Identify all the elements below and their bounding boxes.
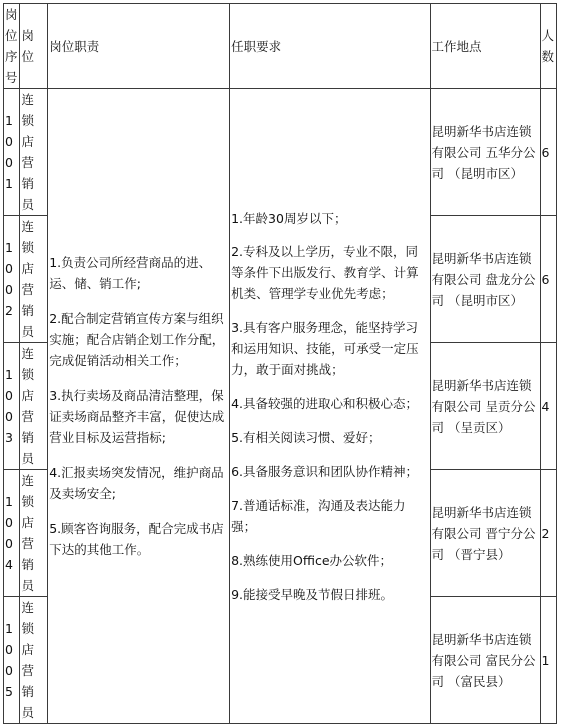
requirement-item: 9.能接受早晚及节假日排班。 (231, 586, 394, 602)
cell-post: 连锁店营销员 (20, 597, 48, 724)
cell-location: 昆明新华书店连锁有限公司 呈贡分公司 （呈贡区） (430, 343, 540, 470)
duty-item: 3.执行卖场及商品清洁整理，保证卖场商品整齐丰富，促使达成营业目标及运营指标; (49, 388, 225, 445)
cell-seq: 1004 (4, 470, 20, 597)
cell-requirements (230, 89, 430, 724)
cell-location: 昆明新华书店连锁有限公司 晋宁分公司 （晋宁县） (430, 470, 540, 597)
duty-item: 2.配合制定营销宣传方案与组织实施；配合店销企划工作分配，完成促销活动相关工作； (49, 311, 225, 368)
job-table (3, 3, 557, 724)
cell-location: 昆明新华书店连锁有限公司 富民分公司 （富民县） (430, 597, 540, 724)
header-requirements: 任职要求 (230, 4, 430, 89)
cell-post: 连锁店营销员 (20, 216, 48, 343)
duty-item: 5.顾客咨询服务，配合完成书店下达的其他工作。 (49, 521, 224, 557)
cell-duties (48, 89, 230, 724)
cell-count: 2 (540, 470, 557, 597)
header-seq: 岗位序号 (4, 4, 20, 89)
cell-seq: 1005 (4, 597, 20, 724)
requirement-item: 4.具备较强的进取心和积极心态； (231, 396, 419, 412)
table-row (4, 89, 557, 216)
cell-count: 6 (540, 89, 557, 216)
cell-seq: 1002 (4, 216, 20, 343)
requirement-item: 1.年龄30周岁以下； (231, 210, 347, 226)
cell-seq: 1003 (4, 343, 20, 470)
requirement-item: 2.专科及以上学历，专业不限，同等条件下出版发行、教育学、计算机类、管理学专业优先考虑； (231, 244, 419, 302)
requirement-item: 6.具备服务意识和团队协作精神； (231, 463, 419, 479)
cell-post: 连锁店营销员 (20, 470, 48, 597)
cell-seq: 1001 (4, 89, 20, 216)
cell-location: 昆明新华书店连锁有限公司 盘龙分公司 （昆明市区） (430, 216, 540, 343)
duty-item: 4.汇报卖场突发情况，维护商品及卖场安全; (49, 465, 224, 501)
requirement-item: 3.具有客户服务理念，能坚持学习和运用知识、技能，可承受一定压力，敢于面对挑战； (231, 320, 419, 378)
cell-location: 昆明新华书店连锁有限公司 五华分公司 （昆明市区） (430, 89, 540, 216)
cell-post: 连锁店营销员 (20, 89, 48, 216)
header-location: 工作地点 (430, 4, 540, 89)
header-duty: 岗位职责 (48, 4, 230, 89)
cell-post: 连锁店营销员 (20, 343, 48, 470)
requirement-item: 7.普通话标准，沟通及表达能力强； (231, 497, 406, 534)
duty-item: 1.负责公司所经营商品的进、运、储、销工作; (49, 255, 212, 291)
requirement-item: 5.有相关阅读习惯、爱好； (231, 430, 381, 445)
header-post: 岗位 (20, 4, 48, 89)
cell-count: 6 (540, 216, 557, 343)
cell-count: 1 (540, 597, 557, 724)
cell-count: 4 (540, 343, 557, 470)
table-header-row (4, 4, 557, 89)
requirement-item: 8.熟练使用Office办公软件； (231, 552, 393, 568)
header-count: 人数 (540, 4, 557, 89)
